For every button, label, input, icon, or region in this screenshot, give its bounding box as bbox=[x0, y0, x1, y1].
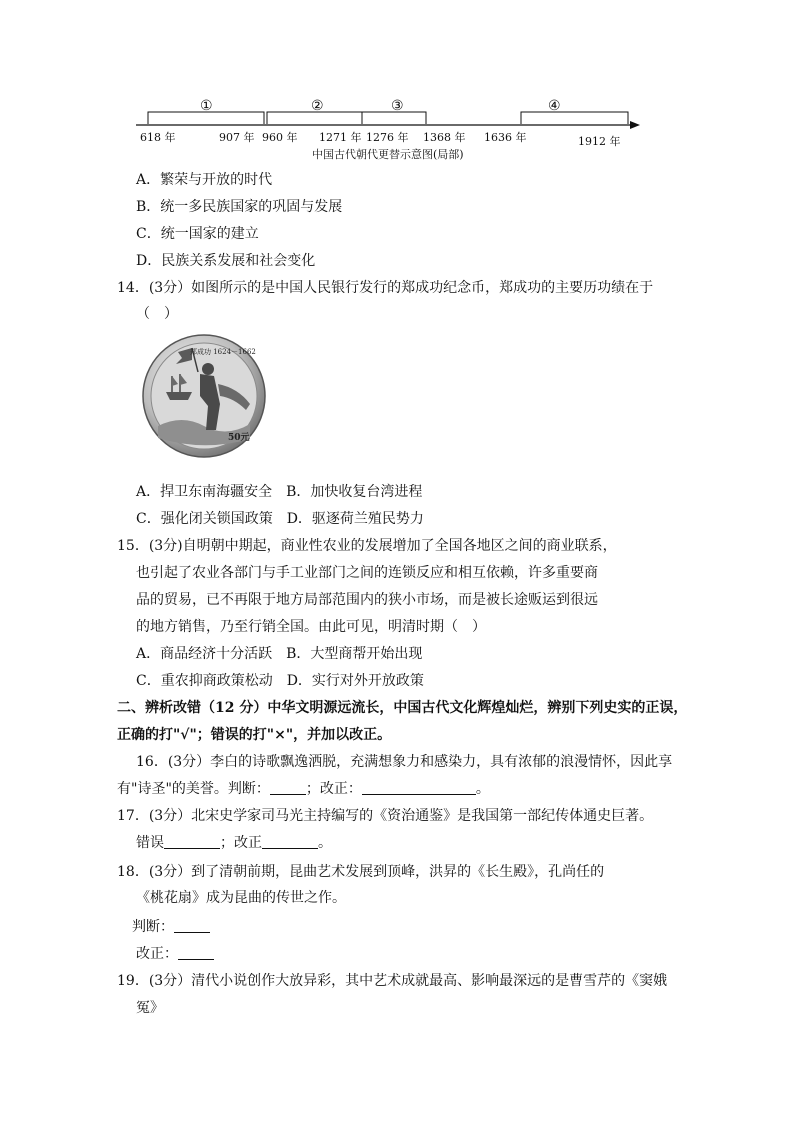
dynasty-timeline bbox=[130, 88, 650, 168]
period-label-3: ③ bbox=[391, 98, 404, 114]
q18-correct-line bbox=[136, 944, 214, 964]
q18-stem-line1: 18．(3分）到了清朝前期，昆曲艺术发展到顶峰，洪昇的《长生殿》，孔尚任的 bbox=[117, 864, 605, 880]
q17-correct-blank[interactable] bbox=[262, 834, 318, 849]
q18-judge-blank[interactable] bbox=[174, 918, 210, 933]
q13-option-b: B．统一多民族国家的巩固与发展 bbox=[136, 199, 343, 215]
q16-judge-label: 有"诗圣"的美誉。判断： bbox=[117, 781, 270, 797]
bracket-4 bbox=[521, 112, 628, 124]
q13-option-c: C．统一国家的建立 bbox=[136, 226, 259, 242]
q16-stem-line2 bbox=[117, 779, 490, 799]
q14-options-ab: A．捍卫东南海疆安全 B．加快收复台湾进程 bbox=[136, 484, 423, 500]
coin-inscription: 郑成功 1624－1662 bbox=[190, 348, 256, 356]
coin-denomination: 50元 bbox=[228, 433, 250, 443]
section2-heading-line1: 二、辨析改错（12 分）中华文明源远流长，中国古代文化辉煌灿烂，辨别下列史实的正误， bbox=[117, 700, 688, 716]
q19-stem-line2: 冤》 bbox=[136, 1000, 164, 1016]
q16-correct-label: ；改正： bbox=[305, 781, 362, 797]
year-label-1912: 1912 年 bbox=[578, 135, 621, 148]
q18-correct-label: 改正： bbox=[136, 946, 178, 962]
q15-stem-line1: 15．(3分)自明朝中期起，商业性农业的发展增加了全国各地区之间的商业联系， bbox=[117, 538, 617, 554]
q16-judge-blank[interactable] bbox=[270, 780, 306, 795]
timeline-arrow bbox=[630, 121, 640, 129]
q13-option-d: D．民族关系发展和社会变化 bbox=[136, 253, 316, 269]
q14-stem: 14．(3分）如图所示的是中国人民银行发行的郑成功纪念币，郑成功的主要历功绩在于 bbox=[117, 280, 654, 296]
period-label-1: ① bbox=[200, 98, 213, 114]
q15-options-ab: A．商品经济十分活跃 B．大型商帮开始出现 bbox=[136, 646, 423, 662]
q14-options-cd: C．强化闭关锁国政策 D．驱逐荷兰殖民势力 bbox=[136, 511, 424, 527]
q17-error-label: 错误 bbox=[136, 835, 164, 851]
q16-correct-blank[interactable] bbox=[362, 780, 476, 795]
q16-end-mark: 。 bbox=[475, 781, 490, 797]
timeline-caption: 中国古代朝代更替示意图(局部) bbox=[312, 148, 464, 161]
q16-stem-line1: 16．(3分）李白的诗歌飘逸洒脱，充满想象力和感染力，具有浓郁的浪漫情怀，因此享 bbox=[136, 754, 673, 770]
q15-stem-line2: 也引起了农业各部门与手工业部门之间的连锁反应和相互依赖，许多重要商 bbox=[136, 565, 598, 581]
year-label-1271: 1271 年 bbox=[319, 131, 362, 144]
year-label-618: 618 年 bbox=[140, 131, 176, 144]
q14-answer-blank: （ ） bbox=[136, 306, 178, 322]
zheng-chenggong-coin-image bbox=[142, 334, 266, 458]
q19-stem-line1: 19．(3分）清代小说创作大放异彩，其中艺术成就最高、影响最深远的是曹雪芹的《窦娥 bbox=[117, 973, 668, 989]
year-label-907: 907 年 bbox=[219, 131, 255, 144]
q17-stem-line1: 17．(3分）北宋史学家司马光主持编写的《资治通鉴》是我国第一部纪传体通史巨著。 bbox=[117, 808, 654, 824]
section2-heading-line2: 正确的打"√"；错误的打"×"，并加以改正。 bbox=[117, 727, 392, 743]
year-label-1636: 1636 年 bbox=[484, 131, 527, 144]
q13-option-a: A．繁荣与开放的时代 bbox=[136, 172, 273, 188]
q15-stem-line3: 品的贸易，已不再限于地方局部范围内的狭小市场，而是被长途贩运到很远 bbox=[136, 592, 598, 608]
q18-correct-blank[interactable] bbox=[178, 945, 214, 960]
q17-correct-label: ；改正 bbox=[220, 835, 262, 851]
q15-stem-line4: 的地方销售，乃至行销全国。由此可见，明清时期（ ） bbox=[136, 619, 486, 635]
period-label-4: ④ bbox=[548, 98, 561, 114]
q18-judge-line bbox=[132, 917, 210, 937]
year-label-1368: 1368 年 bbox=[423, 131, 466, 144]
q17-end-mark: 。 bbox=[318, 835, 332, 851]
year-label-960: 960 年 bbox=[262, 131, 298, 144]
period-label-2: ② bbox=[311, 98, 324, 114]
q18-judge-label: 判断： bbox=[132, 919, 174, 935]
year-label-1276: 1276 年 bbox=[366, 131, 409, 144]
q18-stem-line2: 《桃花扇》成为昆曲的传世之作。 bbox=[136, 890, 346, 906]
q15-options-cd: C．重农抑商政策松动 D．实行对外开放政策 bbox=[136, 673, 424, 689]
q17-error-blank[interactable] bbox=[164, 834, 220, 849]
q17-stem-line2 bbox=[136, 833, 332, 853]
